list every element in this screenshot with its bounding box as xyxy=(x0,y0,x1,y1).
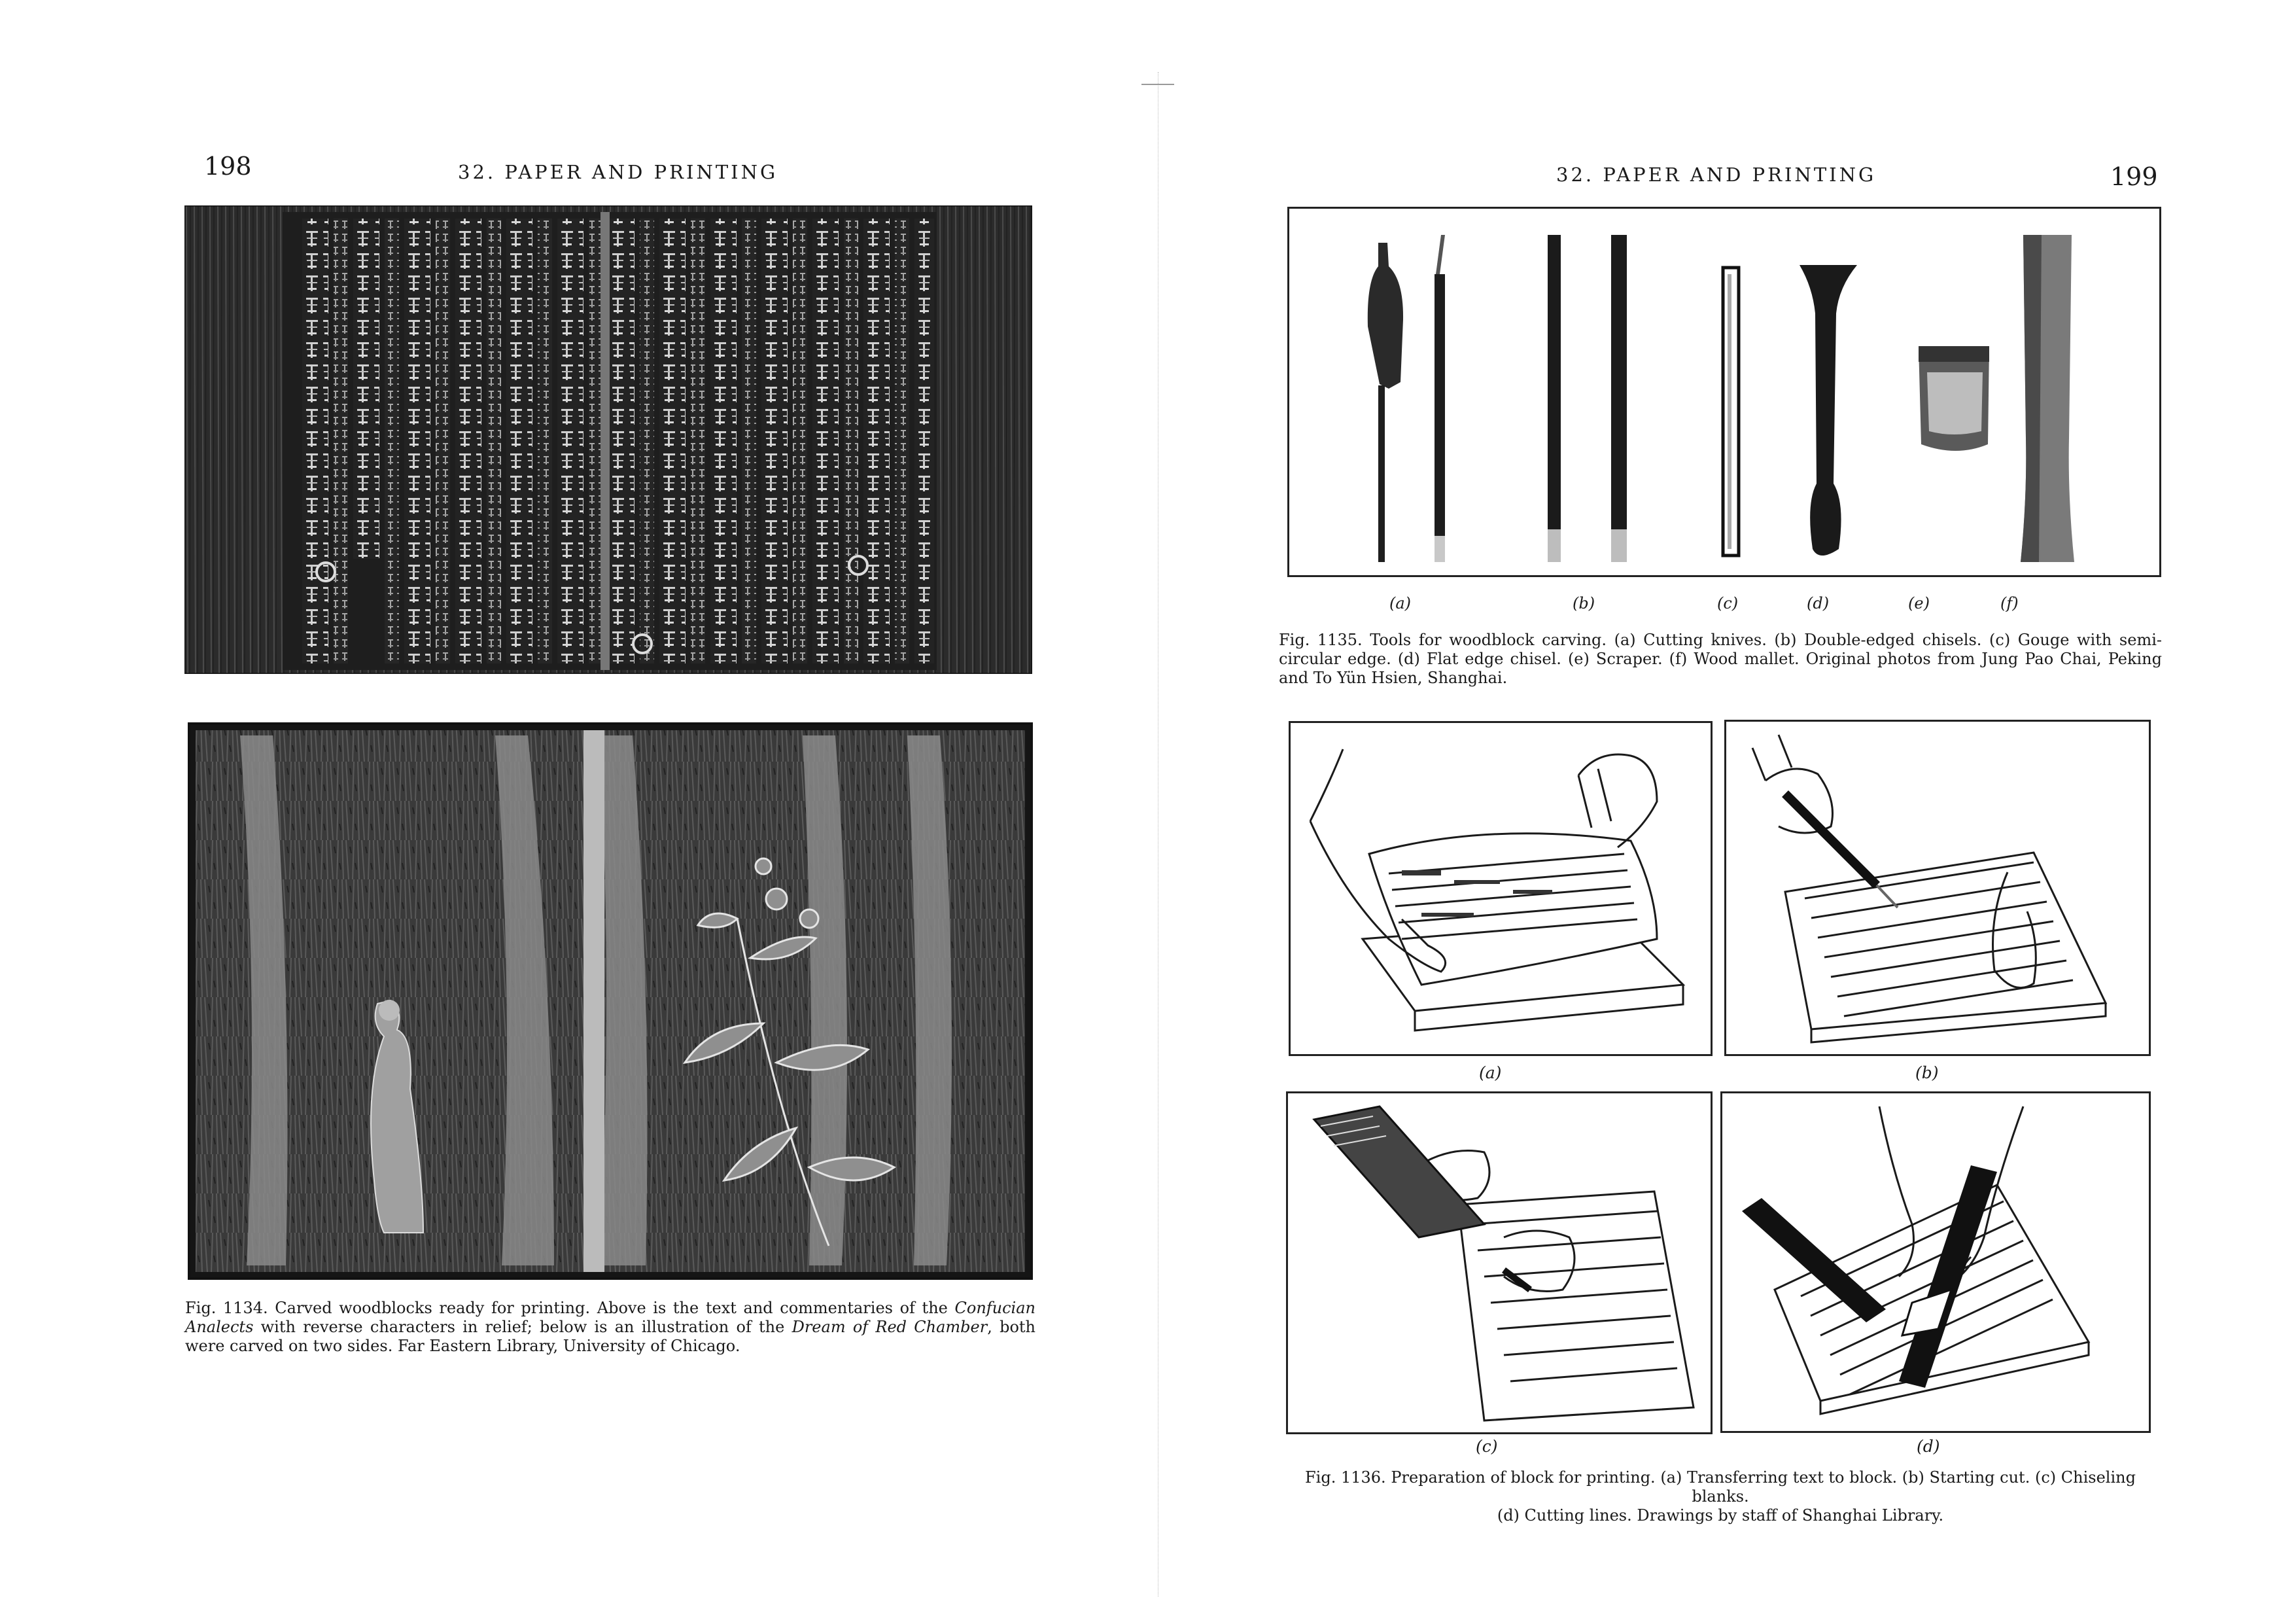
running-head: 32. PAPER AND PRINTING xyxy=(458,161,778,183)
tool-label-b: (b) xyxy=(1573,594,1595,612)
tools-photo-frame xyxy=(1287,207,2161,577)
drawing-label-a: (a) xyxy=(1479,1063,1502,1082)
tool-label-d: (d) xyxy=(1807,594,1830,612)
tool-label-c: (c) xyxy=(1717,594,1739,612)
running-head: 32. PAPER AND PRINTING xyxy=(1556,164,1877,186)
scraper xyxy=(1919,346,1989,451)
drawing-label-b: (b) xyxy=(1915,1063,1939,1082)
caption-text: , both were carved on two sides. Far Eastern Library, University of Chicago. xyxy=(185,1318,1036,1355)
figure-1136-caption xyxy=(1279,1468,2162,1525)
woodblock-text-photo xyxy=(184,205,1032,674)
page-number: 198 xyxy=(204,152,252,181)
drawing-a-frame xyxy=(1289,721,1713,1056)
tool-label-f: (f) xyxy=(2000,594,2019,612)
caption-line-2: (d) Cutting lines. Drawings by staff of Shanghai Library. xyxy=(1497,1506,1944,1525)
wood-mallet xyxy=(2021,235,2074,562)
caption-line-1: Fig. 1136. Preparation of block for printing. (a) Transferring text to block. (b) Starting cut. (c) Chiseling blanks. xyxy=(1305,1468,2136,1506)
book-title-analects: Confucian Analects xyxy=(185,1299,1035,1336)
drawing-starting-cut xyxy=(1726,722,2149,1054)
drawing-chiseling-blanks xyxy=(1288,1093,1711,1432)
drawing-label-d: (d) xyxy=(1917,1437,1940,1456)
drawing-d-frame xyxy=(1720,1091,2151,1433)
drawing-b-frame xyxy=(1724,720,2151,1056)
caption-text: Fig. 1134. Carved woodblocks ready for printing. Above is the text and commentaries of the xyxy=(185,1299,955,1317)
double-chisel-2 xyxy=(1611,235,1627,562)
figure-1134-caption xyxy=(185,1299,1035,1356)
gouge xyxy=(1723,268,1739,556)
double-chisel-1 xyxy=(1548,235,1561,562)
flat-chisel xyxy=(1800,265,1857,556)
page-number: 199 xyxy=(2110,162,2158,191)
tool-label-a: (a) xyxy=(1389,594,1412,612)
drawing-c-frame xyxy=(1286,1091,1713,1434)
cutting-knife-2 xyxy=(1435,235,1445,562)
book-title-red-chamber: Dream of Red Chamber xyxy=(791,1318,988,1336)
figure-1135-caption: Fig. 1135. Tools for woodblock carving. (a) Cutting knives. (b) Double-edged chisels. (c) Gouge with semi-circular edge. (d) Flat edge chisel. (e) Scraper. (f) Wood mallet. Original photos from Jung Pao Chai, Peking and To Yün Hsien, Shanghai. xyxy=(1279,631,2162,687)
tool-label-e: (e) xyxy=(1908,594,1930,612)
woodblock-illustration-photo xyxy=(188,722,1033,1280)
drawing-label-c: (c) xyxy=(1476,1437,1498,1456)
cutting-knife-1 xyxy=(1368,243,1403,562)
drawing-cutting-lines xyxy=(1722,1093,2149,1431)
tools-photo xyxy=(1289,209,2159,575)
right-page xyxy=(1148,0,2296,1624)
caption-text: with reverse characters in relief; below is an illustration of the xyxy=(253,1318,792,1336)
drawing-transferring-text xyxy=(1291,723,1711,1054)
